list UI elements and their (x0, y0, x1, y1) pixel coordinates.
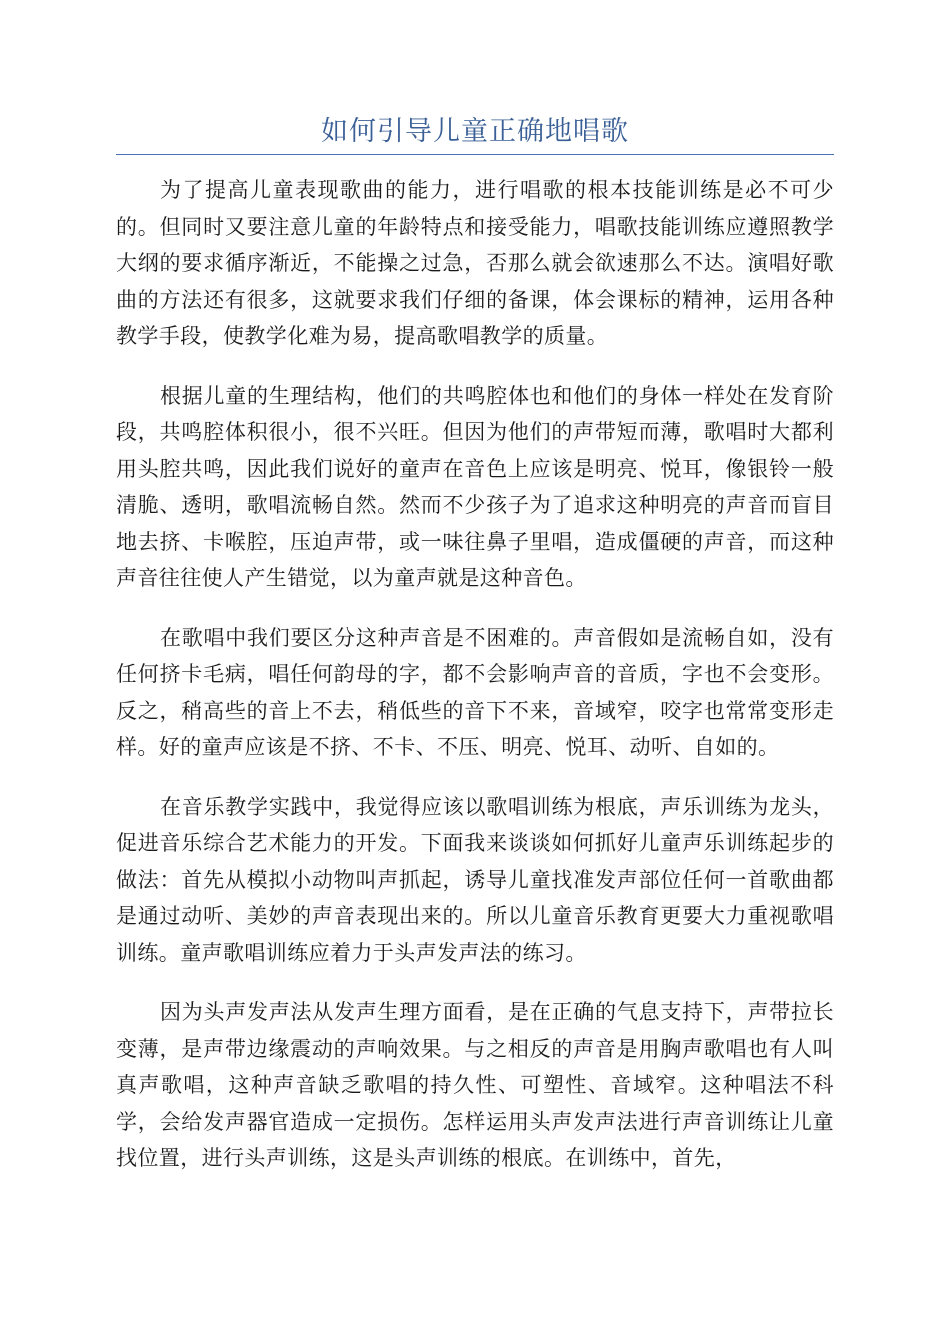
paragraph-4: 在音乐教学实践中，我觉得应该以歌唱训练为根底，声乐训练为龙头，促进音乐综合艺术能力的开发。下面我来谈谈如何抓好儿童声乐训练起步的做法：首先从模拟小动物叫声抓起，诱导儿童找准发声部位任何一首歌曲都是通过动听、美妙的声音表现出来的。所以儿童音乐教育更要大力重视歌唱训练。童声歌唱训练应着力于头声发声法的练习。 (116, 794, 834, 965)
paragraph-1: 为了提高儿童表现歌曲的能力，进行唱歌的根本技能训练是必不可少的。但同时又要注意儿童的年龄特点和接受能力，唱歌技能训练应遵照教学大纲的要求循序渐近，不能操之过急，否那么就会欲速那么不达。演唱好歌曲的方法还有很多，这就要求我们仔细的备课，体会课标的精神，运用各种教学手段，使教学化难为易，提高歌唱教学的质量。 (116, 178, 834, 348)
paragraph-3: 在歌唱中我们要区分这种声音是不困难的。声音假如是流畅自如，没有任何挤卡毛病，唱任何韵母的字，都不会影响声音的音质，字也不会变形。反之，稍高些的音上不去，稍低些的音下不来，音域窄，咬字也常常变形走样。好的童声应该是不挤、不卡、不压、明亮、悦耳、动听、自如的。 (116, 625, 834, 759)
document-body (116, 172, 834, 1200)
title-underline-rule (116, 154, 834, 155)
paragraph-5: 因为头声发声法从发声生理方面看，是在正确的气息支持下，声带拉长变薄，是声带边缘震动的声响效果。与之相反的声音是用胸声歌唱也有人叫真声歌唱，这种声音缺乏歌唱的持久性、可塑性、音域窄。这种唱法不科学，会给发声器官造成一定损伤。怎样运用头声发声法进行声音训练让儿童找位置，进行头声训练，这是头声训练的根底。在训练中，首先， (116, 1000, 834, 1170)
paragraph-2: 根据儿童的生理结构，他们的共鸣腔体也和他们的身体一样处在发育阶段，共鸣腔体积很小，很不兴旺。但因为他们的声带短而薄，歌唱时大都利用头腔共鸣，因此我们说好的童声在音色上应该是明亮、悦耳，像银铃一般清脆、透明，歌唱流畅自然。然而不少孩子为了追求这种明亮的声音而盲目地去挤、卡喉腔，压迫声带，或一味往鼻子里唱，造成僵硬的声音，而这种声音往往使人产生错觉，以为童声就是这种音色。 (116, 383, 834, 590)
document-title: 如何引导儿童正确地唱歌 (321, 116, 629, 147)
